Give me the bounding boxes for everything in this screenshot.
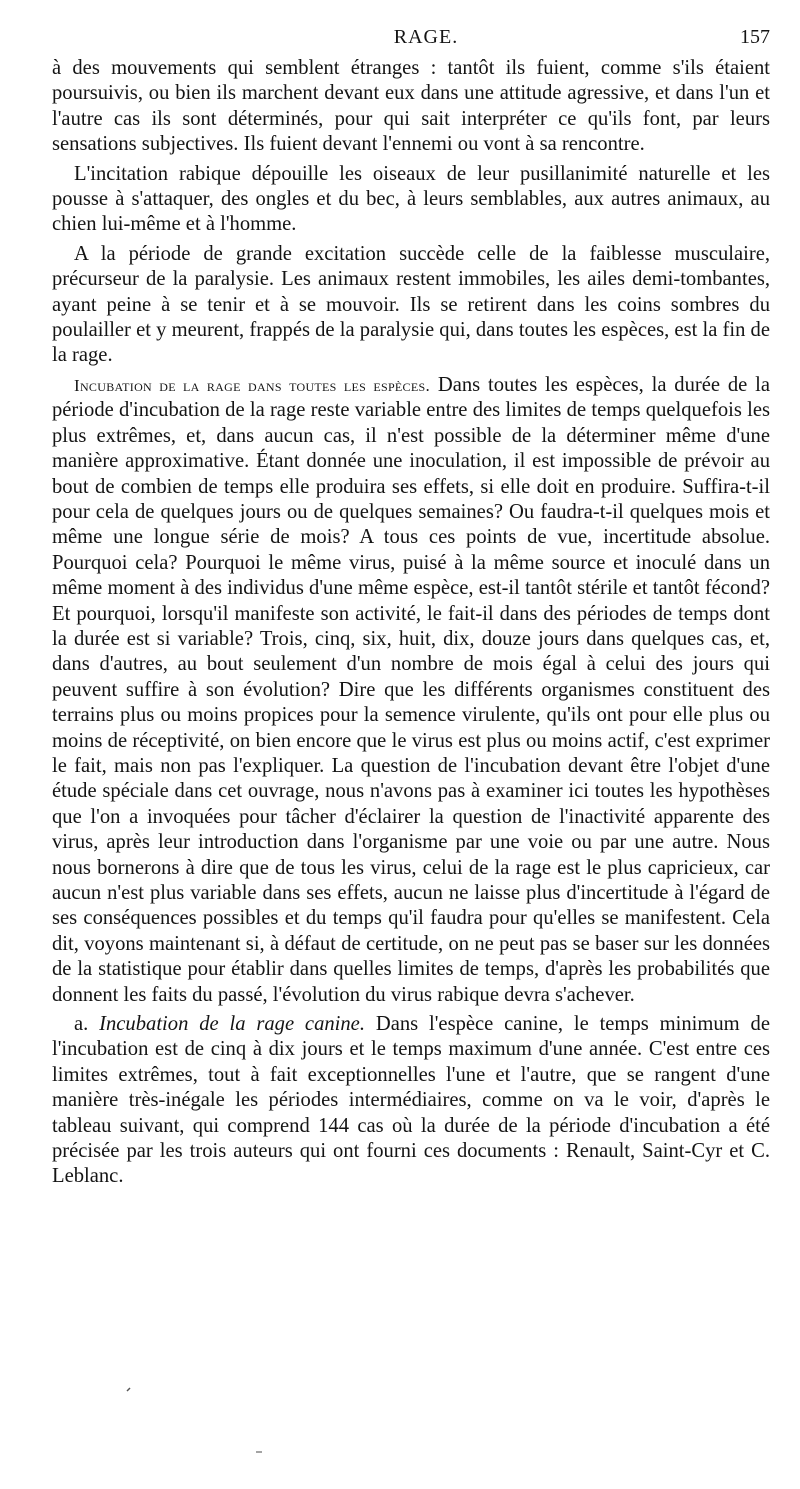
- section-heading-incubation: Incubation de la rage dans toutes les espèces.: [74, 375, 431, 395]
- subsection-heading-canine: Incubation de la rage canine.: [99, 1013, 365, 1036]
- paragraph-1-text: à des mouvements qui semblent étranges : tantôt ils fuient, comme s'ils étaient poursuivis, ou bien ils marchent devant eux dans une attitude agressive, et dans l'un et l'autre cas ils sont déterminés, pour qui sait interpréter ce qu'ils font, par leurs sensations subjectives. Ils fuient devant l'ennemi ou vont à sa rencontre.: [52, 57, 770, 156]
- page-number: 157: [740, 26, 770, 48]
- paragraph-3-text: A la période de grande excitation succède celle de la faiblesse musculaire, précurseur de la paralysie. Les animaux restent immobiles, les ailes demi-tombantes, ayant peine à se tenir et à se mouvoir. Ils se retirent dans les coins sombres du poulailler et y meurent, frappés de la paralysie qui, dans toutes les espèces, est la fin de la rage.: [52, 242, 770, 367]
- subsection-label: a.: [74, 1013, 89, 1036]
- speck-mark: [127, 1388, 130, 1391]
- paragraph-canine-text: Dans l'espèce canine, le temps minimum de l'incubation est de cinq à dix jours et le temps maximum d'une année. C'est entre ces limites extrêmes, tout à fait exceptionnelles l'une et l'autre, que se rangent d'une manière très-inégale les périodes intermédiaires, comme on va le voir, d'après le tableau suivant, qui comprend 144 cas où la durée de la période d'incubation a été précisée par les trois auteurs qui ont fourni ces documents : Renault, Saint-Cyr et C. Leblanc.: [52, 1013, 770, 1188]
- paragraph-incubation-text: Dans toutes les espèces, la durée de la période d'incubation de la rage reste variable entre des limites de temps quelquefois les plus extrêmes, et, dans aucun cas, il n'est possible de la déterminer même d'une manière approximative. Étant donnée une inoculation, il est impossible de prévoir au bout de combien de temps elle produira ses effets, si elle doit en produire. Suffira-t-il pour cela de quelques jours ou de quelques semaines? Ou faudra-t-il quelques mois et même une longue série de mois? A tous ces points de vue, incertitude absolue. Pourquoi cela? Pourquoi le même virus, puisé à la même source et inoculé dans un même moment à des individus d'une même espèce, est-il tantôt stérile et tantôt fécond? Et pourquoi, lorsqu'il manifeste son activité, le fait-il dans des périodes de temps dont la durée est si variable? Trois, cinq, six, huit, dix, douze jours dans quelques cas, et, dans d'autres, au bout seulement d'un nombre de mois égal à celui des jours qui peuvent suffire à son évolution? Dire que les différents organismes constituent des terrains plus ou moins propices pour la semence virulente, qu'ils ont pour elle plus ou moins de réceptivité, on bien encore que le virus est plus ou moins actif, c'est exprimer le fait, mais non pas l'expliquer. La question de l'incubation devant être l'objet d'une étude spéciale dans cet ouvrage, nous n'avons pas à examiner ici toutes les hypothèses que l'on a invoquées pour tâcher d'éclairer la question de l'inactivité apparente des virus, après leur introduction dans l'organisme par une voie ou par une autre. Nous nous bornerons à dire que de tous les virus, celui de la rage est le plus capricieux, car aucun n'est plus variable dans ses effets, aucun ne laisse plus d'incertitude à l'égard de ses conséquences possibles et du temps qu'il faudra pour qu'elles se manifestent. Cela dit, voyons maintenant si, à défaut de certitude, on ne peut pas se baser sur les données de la statistique pour établir dans quelles limites de temps, d'après les probabilités que donnent les faits du passé, l'évolution du virus rabique devra s'achever.: [52, 373, 770, 1006]
- paragraph-2-text: L'incitation rabique dépouille les oiseaux de leur pusillanimité naturelle et les pousse à s'attaquer, des ongles et du bec, à leurs semblables, aux autres animaux, au chien lui-même et à l'homme.: [52, 162, 770, 236]
- running-head-title: RAGE.: [393, 26, 459, 48]
